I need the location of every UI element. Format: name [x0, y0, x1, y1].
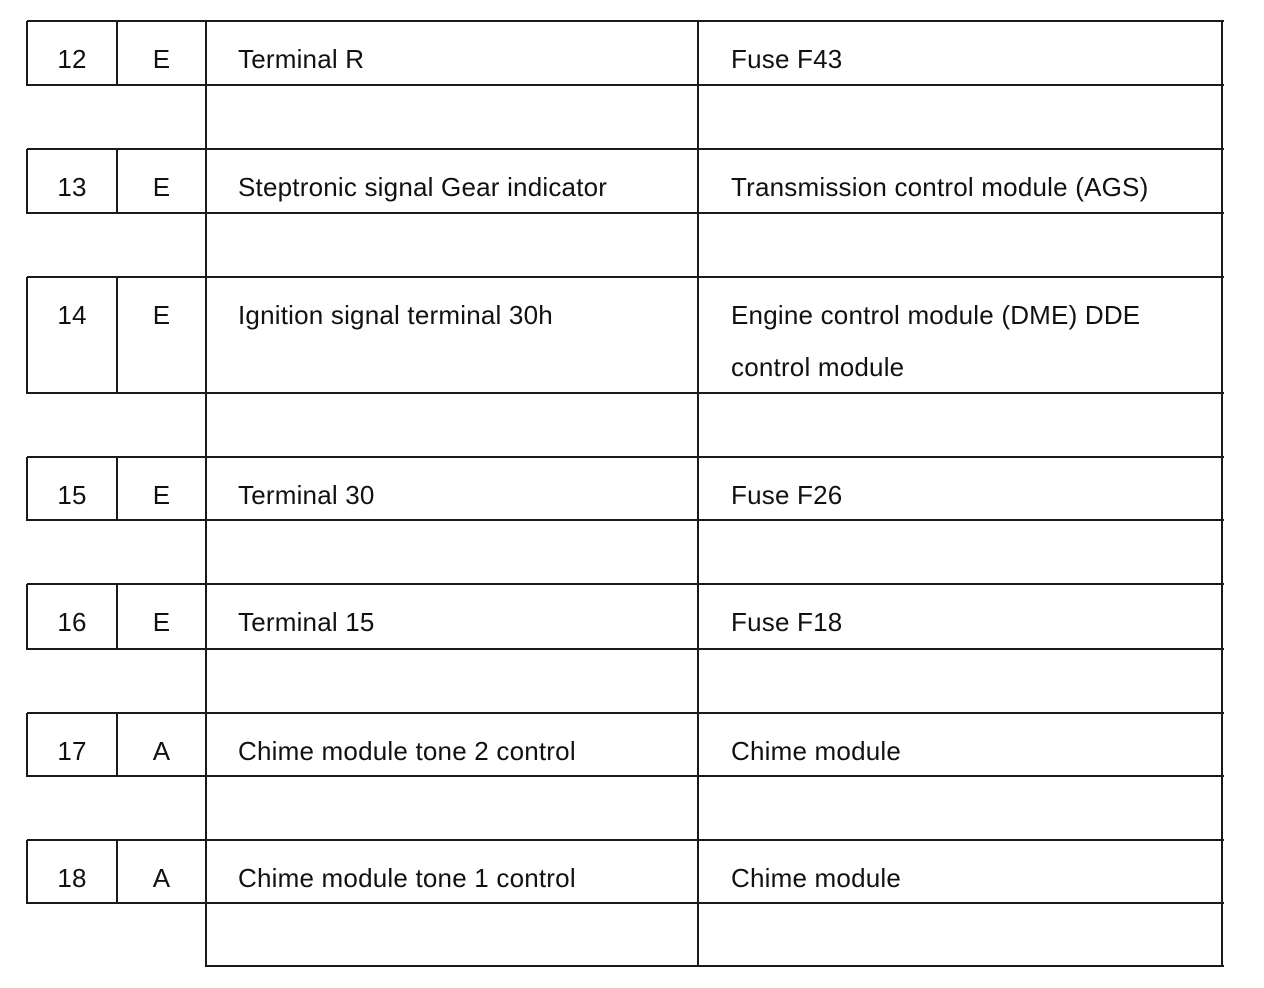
col-border-type: [205, 584, 207, 714]
col-border-desc: [697, 277, 699, 458]
col-border-right: [1221, 277, 1223, 458]
col-border-type: [205, 21, 207, 150]
pin-type: A: [152, 736, 171, 766]
col-border-desc: [697, 457, 699, 585]
connection-target: Fuse F43: [731, 44, 843, 74]
signal-description: Chime module tone 2 control: [238, 736, 576, 766]
col-border-right: [1221, 584, 1223, 714]
pin-type: E: [152, 480, 171, 510]
signal-description: Chime module tone 1 control: [238, 863, 576, 893]
connection-target: Fuse F26: [731, 480, 843, 510]
col-border-right: [1221, 840, 1223, 967]
col-border-right: [1221, 713, 1223, 841]
connection-target: Transmission control module (AGS): [731, 172, 1149, 202]
pin-type: E: [152, 300, 171, 330]
col-border-type: [205, 277, 207, 458]
pin-number: 12: [57, 44, 87, 74]
pin-type: E: [152, 607, 171, 637]
pin-number: 18: [57, 863, 87, 893]
pin-number: 15: [57, 480, 87, 510]
col-border-desc: [697, 149, 699, 278]
col-border-desc: [697, 713, 699, 841]
col-border-right: [1221, 457, 1223, 585]
spacer-bottom-border: [206, 965, 1224, 967]
connection-target: Chime module: [731, 863, 902, 893]
connection-target: Fuse F18: [731, 607, 843, 637]
pin-type: E: [152, 172, 171, 202]
pin-type: E: [152, 44, 171, 74]
col-border-type: [205, 713, 207, 841]
signal-description: Ignition signal terminal 30h: [238, 300, 553, 330]
connection-target: Engine control module (DME) DDE control module: [731, 300, 1141, 382]
signal-description: Terminal 15: [238, 607, 375, 637]
pin-number: 17: [57, 736, 87, 766]
pin-number: 16: [57, 607, 87, 637]
connection-target: Chime module: [731, 736, 902, 766]
signal-description: Steptronic signal Gear indicator: [238, 172, 608, 202]
col-border-type: [205, 149, 207, 278]
col-border-right: [1221, 21, 1223, 150]
pin-number: 13: [57, 172, 87, 202]
col-border-desc: [697, 840, 699, 967]
signal-description: Terminal R: [238, 44, 365, 74]
col-border-desc: [697, 21, 699, 150]
pin-type: A: [152, 863, 171, 893]
signal-description: Terminal 30: [238, 480, 375, 510]
col-border-desc: [697, 584, 699, 714]
col-border-right: [1221, 149, 1223, 278]
col-border-type: [205, 457, 207, 585]
col-border-type: [205, 840, 207, 967]
pin-number: 14: [57, 300, 87, 330]
